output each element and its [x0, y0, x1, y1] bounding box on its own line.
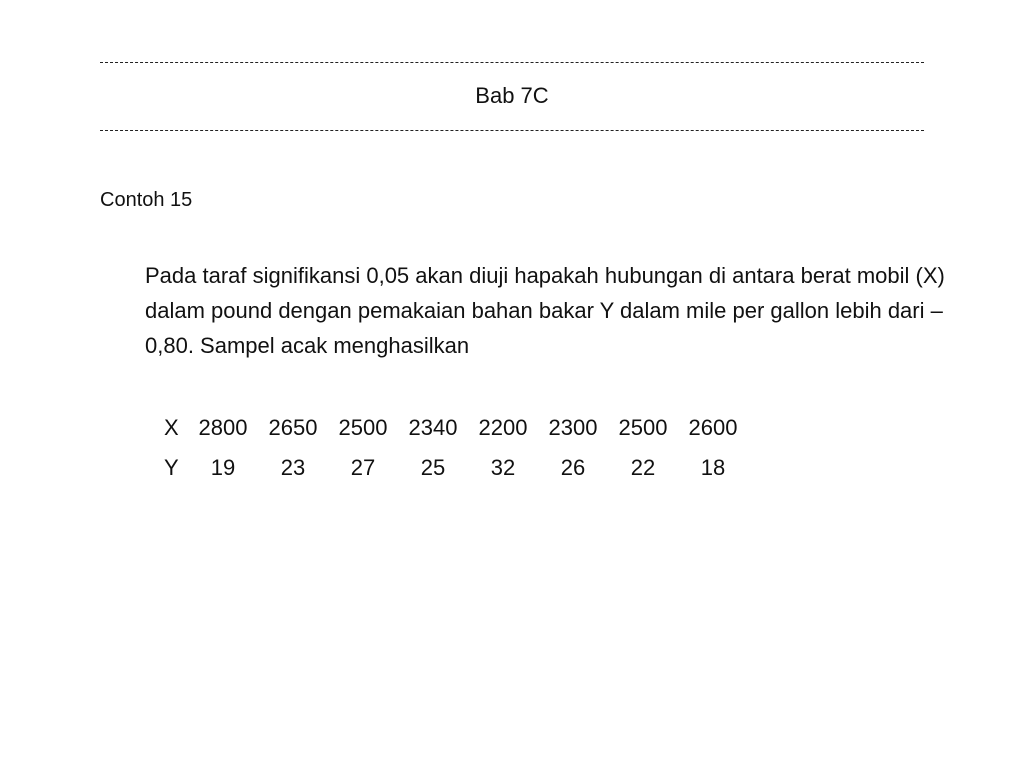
table-cell: 23: [280, 455, 306, 480]
table-cell: 27: [350, 455, 376, 480]
table-cell: 2300: [548, 415, 598, 440]
table-cell: 26: [560, 455, 586, 480]
table-cell: 22: [630, 455, 656, 480]
sample-data-table: [160, 408, 748, 488]
table-cell: 2500: [618, 415, 668, 440]
table-cell: 2600: [688, 415, 738, 440]
problem-statement: Pada taraf signifikansi 0,05 akan diuji hapakah hubungan di antara berat mobil (X) dalam pound dengan pemakaian bahan bakar Y dalam mile per gallon lebih dari – 0,80. Sampel acak menghasilkan: [145, 263, 945, 358]
row-label-y: Y: [164, 455, 179, 480]
table-cell: 2200: [478, 415, 528, 440]
table-cell: 18: [700, 455, 726, 480]
top-dashed-rule: [100, 62, 924, 63]
row-label-x: X: [164, 415, 179, 440]
bottom-dashed-rule: [100, 130, 924, 131]
table-cell: 2650: [268, 415, 318, 440]
table-cell: 19: [210, 455, 236, 480]
table-cell: 2500: [338, 415, 388, 440]
table-cell: 25: [420, 455, 446, 480]
table-cell: 32: [490, 455, 516, 480]
table-row-x: [160, 408, 748, 448]
example-label: Contoh 15: [100, 189, 193, 211]
table-cell: 2800: [198, 415, 248, 440]
page-title: Bab 7C: [475, 83, 549, 108]
table-cell: 2340: [408, 415, 458, 440]
table-row-y: [160, 448, 748, 488]
